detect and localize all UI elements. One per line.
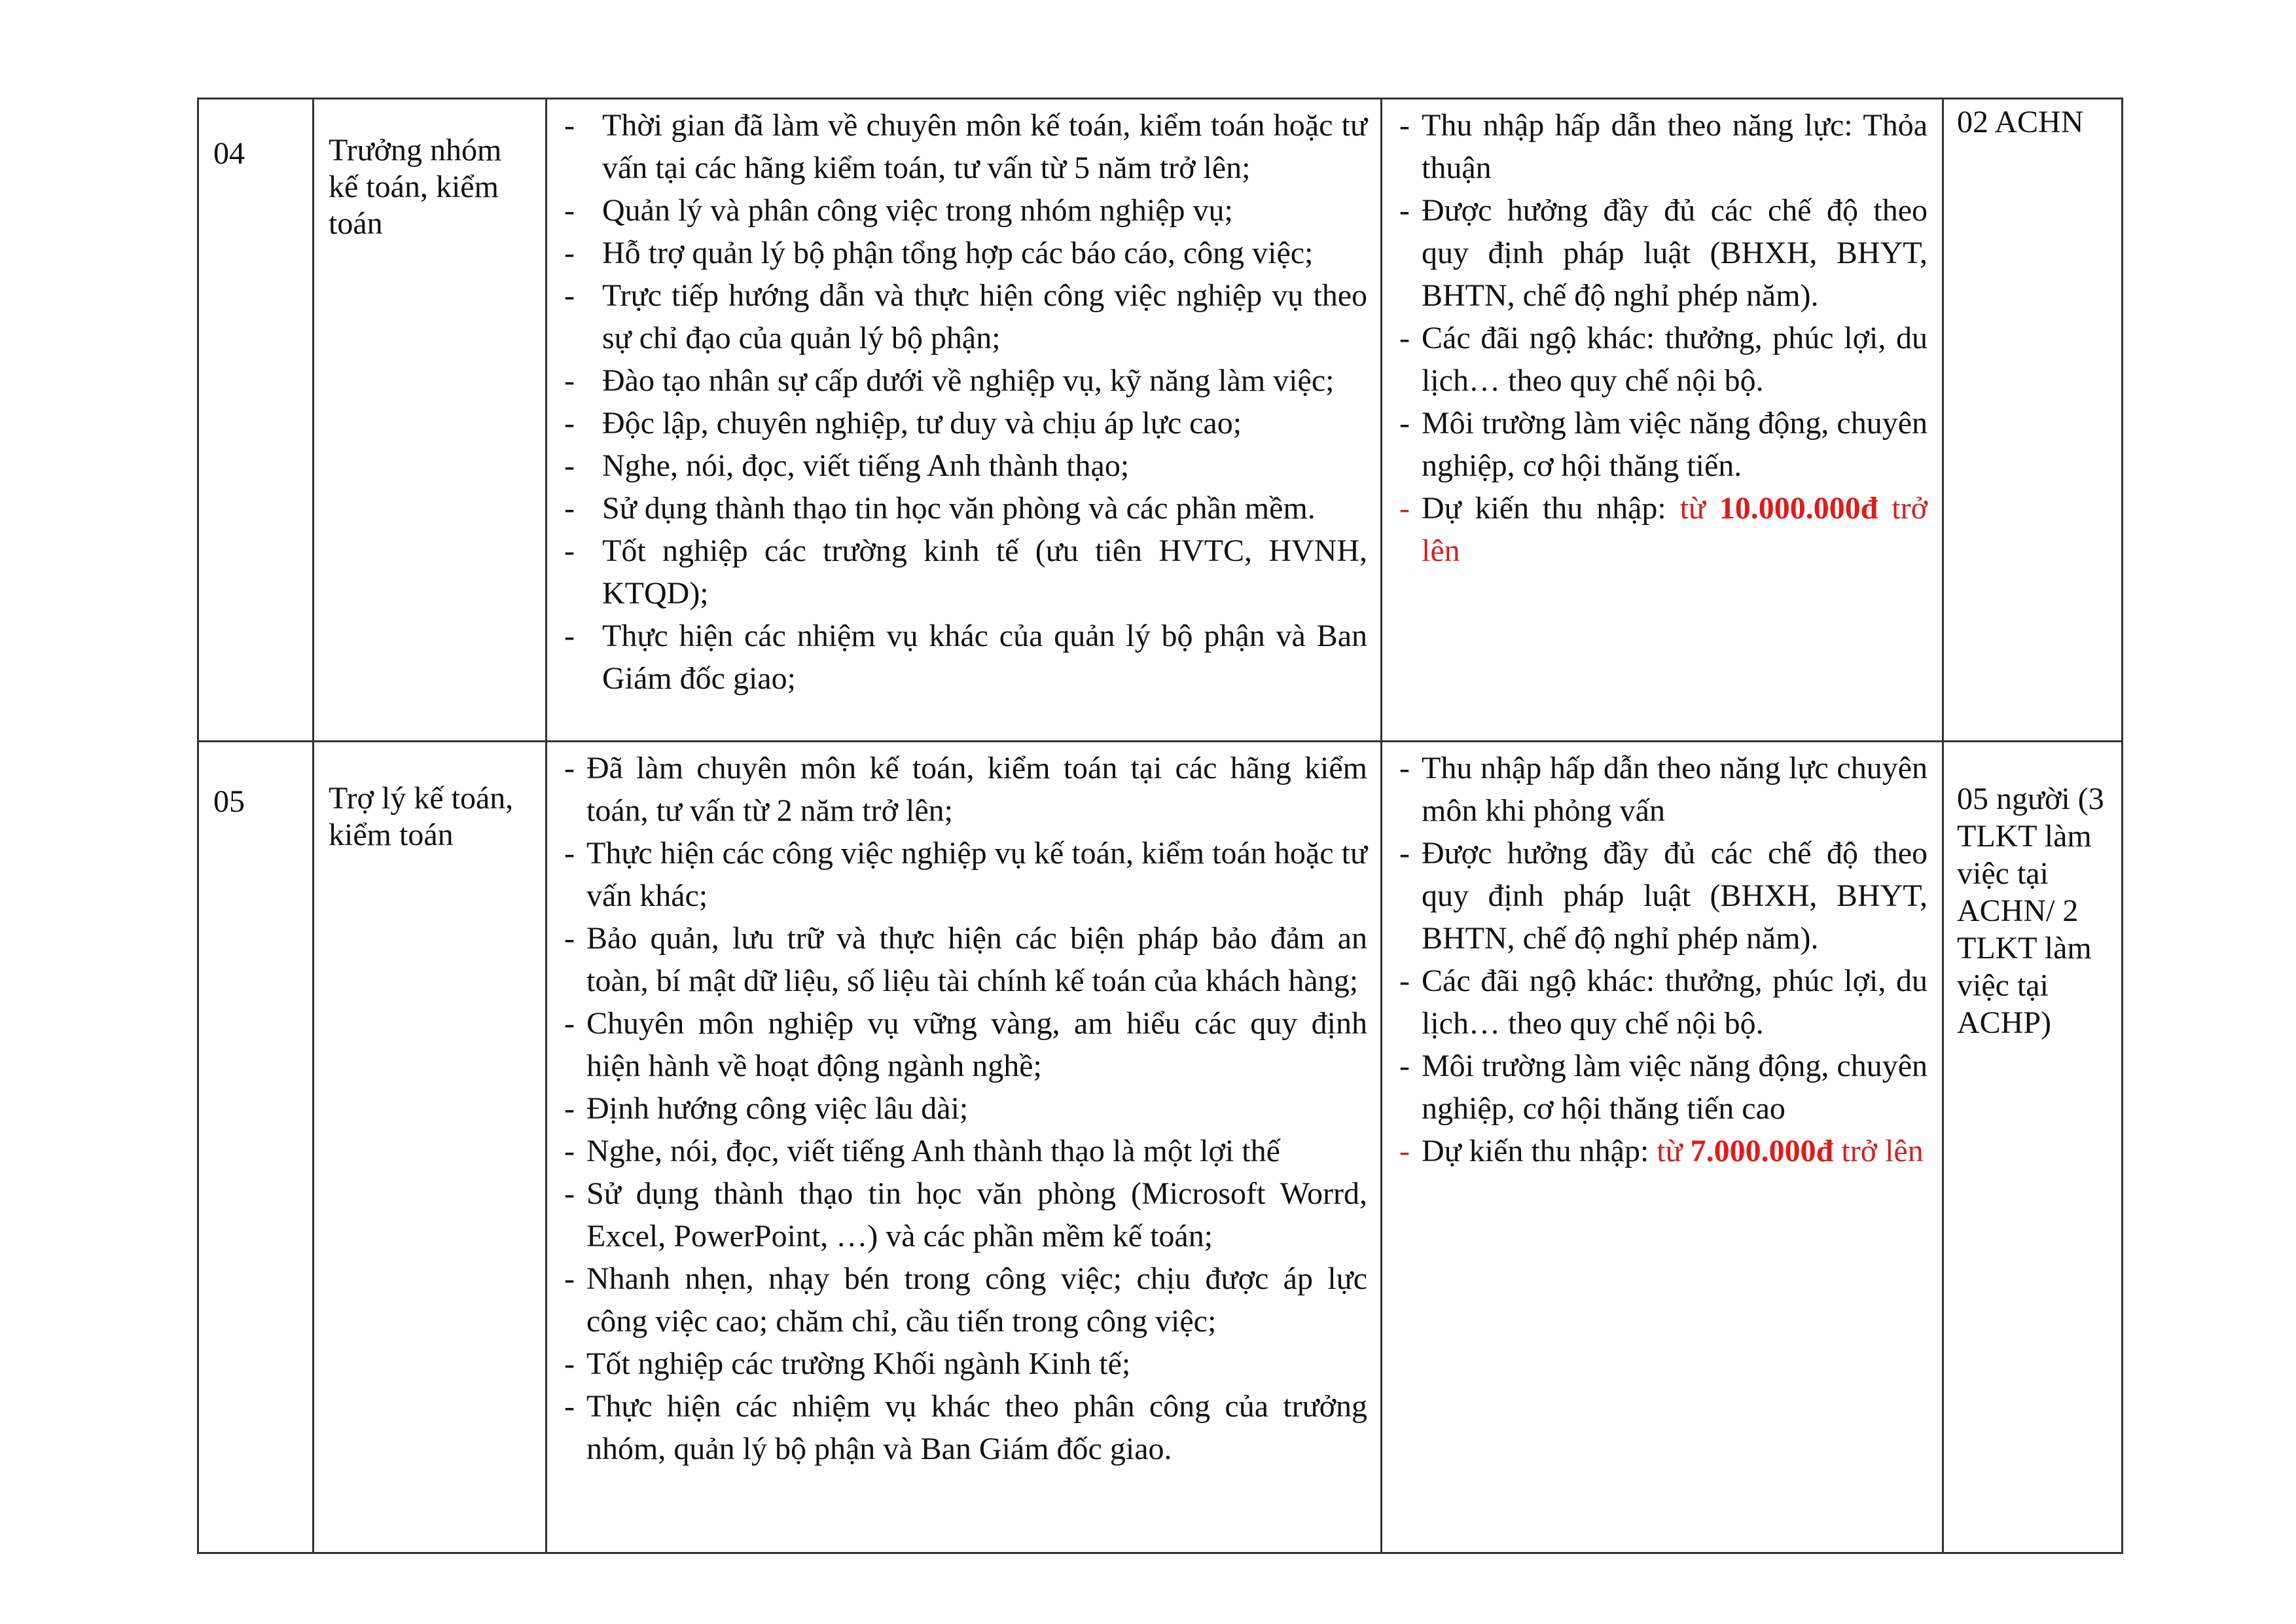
list-item: - Thực hiện các công việc nghiệp vụ kế toán, kiểm toán hoặc tư vấn khác; bbox=[556, 832, 1367, 917]
list-item: - Hỗ trợ quản lý bộ phận tổng hợp các báo cáo, công việc; bbox=[556, 232, 1367, 274]
position-title: Trưởng nhóm kế toán, kiểm toán bbox=[314, 99, 547, 742]
requirements-cell bbox=[547, 99, 1382, 742]
position-title: Trợ lý kế toán, kiểm toán bbox=[314, 742, 547, 1553]
list-item: - Môi trường làm việc năng động, chuyên nghiệp, cơ hội thăng tiến. bbox=[1391, 402, 1928, 487]
income-suffix: trở lên bbox=[1422, 491, 1928, 568]
list-item: - Đã làm chuyên môn kế toán, kiểm toán tại các hãng kiểm toán, tư vấn từ 2 năm trở lên; bbox=[556, 747, 1367, 832]
table-row bbox=[198, 99, 2123, 742]
income-label: Dự kiến thu nhập: bbox=[1422, 491, 1680, 526]
list-item: - Thu nhập hấp dẫn theo năng lực chuyên môn khi phỏng vấn bbox=[1391, 747, 1928, 832]
list-item: - Thực hiện các nhiệm vụ khác theo phân công của trưởng nhóm, quản lý bộ phận và Ban Giám đốc giao. bbox=[556, 1385, 1367, 1470]
table-row bbox=[198, 742, 2123, 1553]
benefits-cell bbox=[1382, 742, 1943, 1553]
income-label: Dự kiến thu nhập: bbox=[1422, 1134, 1657, 1168]
list-item: - Nghe, nói, đọc, viết tiếng Anh thành thạo là một lợi thế bbox=[556, 1130, 1367, 1172]
recruitment-table bbox=[197, 98, 2123, 1554]
list-item: - Tốt nghiệp các trường Khối ngành Kinh tế; bbox=[556, 1343, 1367, 1385]
list-item: - Thu nhập hấp dẫn theo năng lực: Thỏa thuận bbox=[1391, 104, 1928, 189]
requirements-list bbox=[556, 747, 1367, 1470]
expected-income bbox=[1391, 487, 1928, 572]
list-item: - Thực hiện các nhiệm vụ khác của quản lý bộ phận và Ban Giám đốc giao; bbox=[556, 615, 1367, 700]
list-item: - Độc lập, chuyên nghiệp, tư duy và chịu áp lực cao; bbox=[556, 402, 1367, 444]
list-item: - Môi trường làm việc năng động, chuyên nghiệp, cơ hội thăng tiến cao bbox=[1391, 1045, 1928, 1130]
list-item: - Chuyên môn nghiệp vụ vững vàng, am hiểu các quy định hiện hành về hoạt động ngành nghề; bbox=[556, 1002, 1367, 1087]
list-item: - Nhanh nhẹn, nhạy bén trong công việc; chịu được áp lực công việc cao; chăm chỉ, cầu tiến trong công việc; bbox=[556, 1257, 1367, 1343]
quantity-cell: 05 người (3 TLKT làm việc tại ACHN/ 2 TLKT làm việc tại ACHP) bbox=[1943, 742, 2123, 1553]
benefits-list bbox=[1391, 747, 1928, 1172]
row-number: 05 bbox=[198, 742, 314, 1553]
list-item: - Tốt nghiệp các trường kinh tế (ưu tiên HVTC, HVNH, KTQD); bbox=[556, 530, 1367, 615]
expected-income bbox=[1391, 1130, 1928, 1172]
requirements-cell bbox=[547, 742, 1382, 1553]
list-item: - Được hưởng đầy đủ các chế độ theo quy định pháp luật (BHXH, BHYT, BHTN, chế độ nghỉ phép năm). bbox=[1391, 189, 1928, 317]
list-item: - Sử dụng thành thạo tin học văn phòng và các phần mềm. bbox=[556, 487, 1367, 530]
list-item: - Định hướng công việc lâu dài; bbox=[556, 1087, 1367, 1130]
list-item: - Nghe, nói, đọc, viết tiếng Anh thành thạo; bbox=[556, 444, 1367, 487]
benefits-list bbox=[1391, 104, 1928, 572]
income-prefix: từ bbox=[1657, 1134, 1691, 1168]
requirements-list bbox=[556, 104, 1367, 700]
list-item: - Các đãi ngộ khác: thưởng, phúc lợi, du lịch… theo quy chế nội bộ. bbox=[1391, 960, 1928, 1045]
list-item: - Đào tạo nhân sự cấp dưới về nghiệp vụ, kỹ năng làm việc; bbox=[556, 359, 1367, 402]
list-item: - Trực tiếp hướng dẫn và thực hiện công việc nghiệp vụ theo sự chỉ đạo của quản lý bộ phận; bbox=[556, 274, 1367, 359]
benefits-cell bbox=[1382, 99, 1943, 742]
list-item: - Thời gian đã làm về chuyên môn kế toán, kiểm toán hoặc tư vấn tại các hãng kiểm toán, tư vấn từ 5 năm trở lên; bbox=[556, 104, 1367, 189]
list-item: - Sử dụng thành thạo tin học văn phòng (Microsoft Worrd, Excel, PowerPoint, …) và các phần mềm kế toán; bbox=[556, 1172, 1367, 1257]
list-item: - Quản lý và phân công việc trong nhóm nghiệp vụ; bbox=[556, 189, 1367, 232]
income-suffix: trở lên bbox=[1833, 1134, 1924, 1168]
list-item: - Được hưởng đầy đủ các chế độ theo quy định pháp luật (BHXH, BHYT, BHTN, chế độ nghỉ phép năm). bbox=[1391, 832, 1928, 960]
income-amount: 10.000.000đ bbox=[1719, 491, 1878, 526]
income-prefix: từ bbox=[1679, 491, 1719, 526]
list-item: - Các đãi ngộ khác: thưởng, phúc lợi, du lịch… theo quy chế nội bộ. bbox=[1391, 317, 1928, 402]
list-item: - Bảo quản, lưu trữ và thực hiện các biện pháp bảo đảm an toàn, bí mật dữ liệu, số liệu tài chính kế toán của khách hàng; bbox=[556, 917, 1367, 1002]
quantity-cell: 02 ACHN bbox=[1943, 99, 2123, 742]
income-amount: 7.000.000đ bbox=[1690, 1134, 1834, 1168]
row-number: 04 bbox=[198, 99, 314, 742]
